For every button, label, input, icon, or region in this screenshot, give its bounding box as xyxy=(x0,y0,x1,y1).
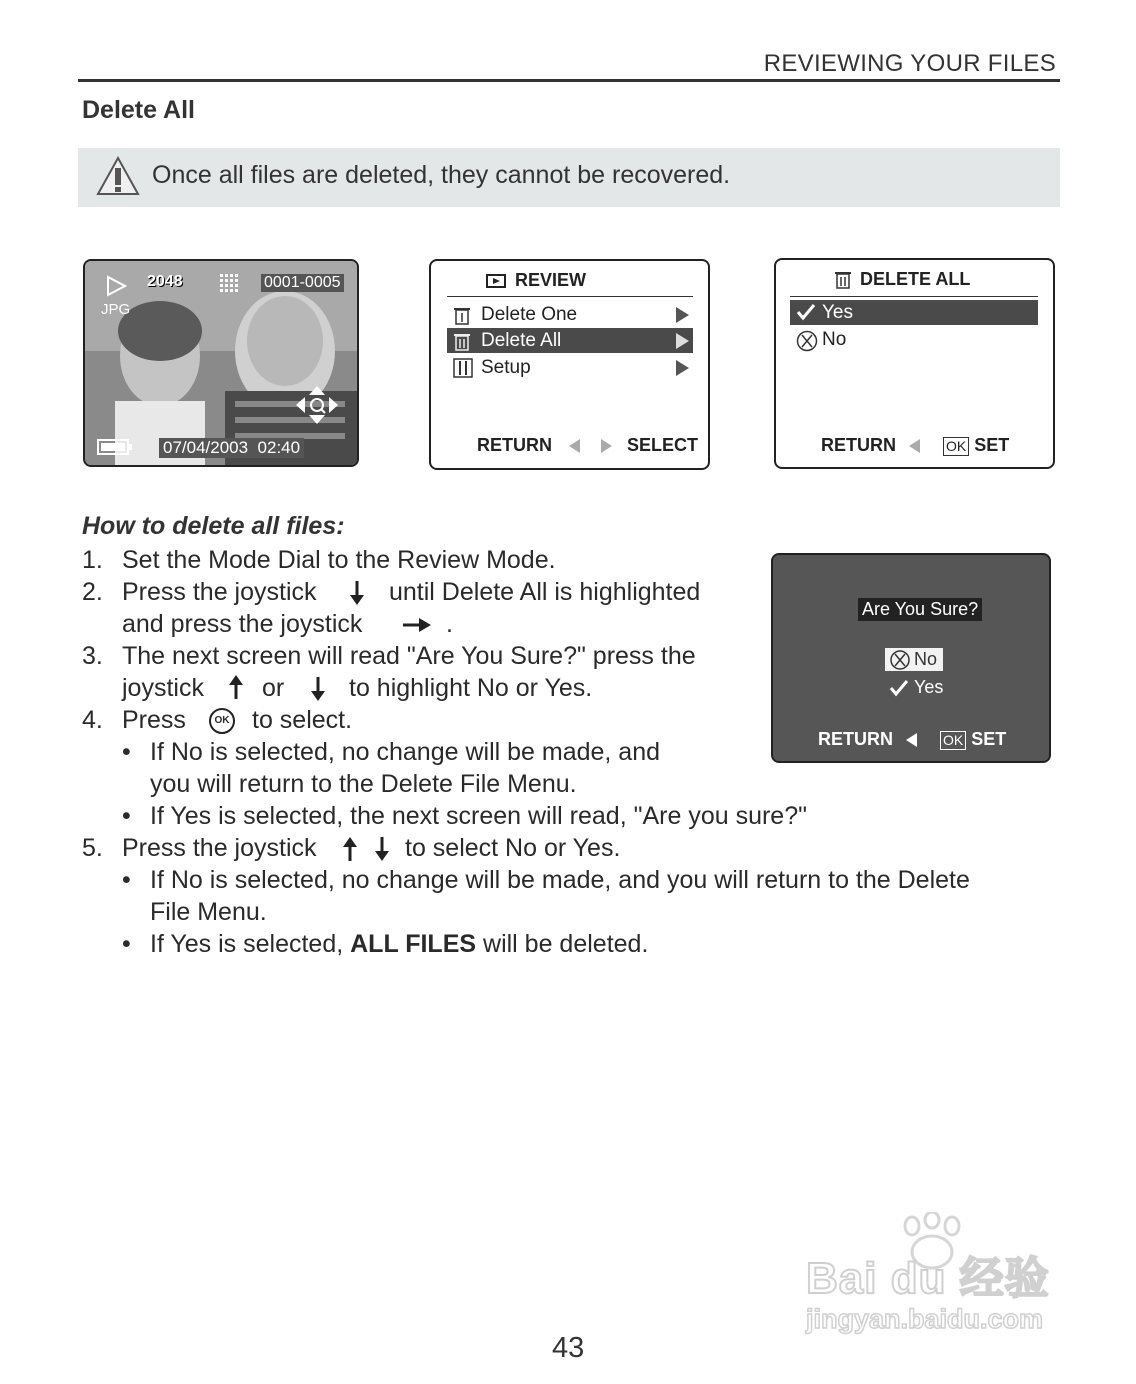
bullet: • xyxy=(122,866,131,894)
menu-item-delete-one[interactable] xyxy=(447,302,693,327)
steps-list xyxy=(82,544,1042,964)
select-label: SELECT xyxy=(627,435,699,455)
step-text xyxy=(150,928,648,960)
review-icon xyxy=(486,273,506,289)
delete-all-screen xyxy=(774,258,1055,469)
step-number: 4. xyxy=(82,706,103,734)
submenu-arrow-icon xyxy=(676,333,689,349)
step-text-part: will be deleted. xyxy=(476,930,649,958)
section-header: REVIEWING YOUR FILES xyxy=(763,50,1056,77)
left-arrow-icon xyxy=(569,439,580,453)
return-label: RETURN xyxy=(477,435,552,455)
step-text: If No is selected, no change will be made, and xyxy=(150,738,661,766)
review-menu-footer xyxy=(477,435,698,456)
ok-button-icon: OK xyxy=(209,708,235,734)
warning-icon xyxy=(96,155,140,197)
playback-screen xyxy=(83,259,359,467)
step-text: The next screen will read "Are You Sure?" press the xyxy=(122,642,696,670)
step-text: If No is selected, no change will be made, and you will return to the Delete xyxy=(150,866,970,894)
menu-item-delete-all[interactable] xyxy=(447,328,693,353)
bullet: • xyxy=(122,738,131,766)
step-text: until Delete All is highlighted xyxy=(389,578,701,606)
option-label: Yes xyxy=(914,677,944,697)
joystick-down-icon xyxy=(374,836,390,862)
step-text: joystick xyxy=(122,674,204,702)
step-number: 5. xyxy=(82,834,103,862)
step-text: and press the joystick xyxy=(122,610,363,638)
review-menu-divider xyxy=(447,296,693,297)
step-text: to highlight No or Yes. xyxy=(349,674,593,702)
resolution-label: 2048 xyxy=(147,273,183,290)
joystick-down-icon xyxy=(310,676,326,702)
warning-banner xyxy=(78,148,1060,207)
joystick-right-icon xyxy=(402,617,432,633)
checkmark-icon xyxy=(796,303,816,321)
confirm-prompt: Are You Sure? xyxy=(858,598,982,621)
menu-item-setup[interactable] xyxy=(447,355,693,380)
cancel-x-icon xyxy=(796,330,818,352)
battery-icon xyxy=(97,439,133,455)
return-label: RETURN xyxy=(818,729,893,749)
step-text-part: If Yes is selected, xyxy=(150,930,351,958)
step-text: to select. xyxy=(252,706,353,734)
return-label: RETURN xyxy=(821,435,896,455)
file-range-label: 0001-0005 xyxy=(261,274,344,292)
step-number: 3. xyxy=(82,642,103,670)
bullet: • xyxy=(122,930,131,958)
step-text: . xyxy=(446,610,453,638)
review-menu-title: REVIEW xyxy=(515,270,587,290)
step-text: Press the joystick xyxy=(122,834,317,862)
step-text: to select No or Yes. xyxy=(405,834,621,862)
trash-all-icon xyxy=(834,269,852,289)
datetime-label: 07/04/2003 02:40 xyxy=(159,438,304,458)
left-arrow-icon xyxy=(909,439,920,453)
step-text: or xyxy=(262,674,285,702)
option-label: No xyxy=(822,329,847,350)
page-number: 43 xyxy=(552,1332,585,1364)
set-label: SET xyxy=(971,729,1007,749)
watermark-brand: Bai du 经验 xyxy=(806,1254,1050,1303)
ok-button-icon: OK xyxy=(940,731,966,750)
format-label: JPG xyxy=(101,301,131,318)
menu-item-label: Setup xyxy=(481,357,531,378)
step-text: Press xyxy=(122,706,186,734)
step-text: Press the joystick xyxy=(122,578,317,606)
quality-grid-icon xyxy=(219,273,241,295)
option-no[interactable] xyxy=(790,327,1038,352)
submenu-arrow-icon xyxy=(676,307,689,323)
bullet: • xyxy=(122,802,131,830)
option-label: No xyxy=(914,649,938,669)
menu-item-label: Delete All xyxy=(481,330,562,351)
delete-all-title: DELETE ALL xyxy=(860,269,971,289)
delete-all-divider xyxy=(790,296,1038,297)
step-text: you will return to the Delete File Menu. xyxy=(150,770,577,798)
delete-all-footer xyxy=(821,435,1009,456)
zoom-joystick-icon xyxy=(295,385,339,425)
trash-single-icon xyxy=(453,305,471,325)
joystick-down-icon xyxy=(349,580,365,606)
ok-button-icon: OK xyxy=(943,437,969,456)
watermark-url: jingyan.baidu.com xyxy=(806,1304,1044,1334)
page-title: Delete All xyxy=(82,96,196,124)
step-text: Set the Mode Dial to the Review Mode. xyxy=(122,546,556,574)
joystick-up-icon xyxy=(228,674,244,700)
warning-text: Once all files are deleted, they cannot be recovered. xyxy=(152,161,731,189)
step-text: File Menu. xyxy=(150,898,267,926)
watermark xyxy=(806,1212,1068,1342)
right-arrow-icon xyxy=(601,439,612,453)
play-icon xyxy=(105,275,127,297)
step-number: 1. xyxy=(82,546,103,574)
menu-item-label: Delete One xyxy=(481,304,578,325)
howto-heading: How to delete all files: xyxy=(82,512,345,540)
option-label: Yes xyxy=(822,302,853,323)
trash-all-icon xyxy=(453,331,471,351)
set-label: SET xyxy=(974,435,1010,455)
option-yes[interactable] xyxy=(790,300,1038,325)
step-text: If Yes is selected, the next screen will read, "Are you sure?" xyxy=(150,802,807,830)
review-menu-screen xyxy=(429,259,710,470)
setup-tools-icon xyxy=(453,358,473,378)
step-number: 2. xyxy=(82,578,103,606)
step-text-emphasis: ALL FILES xyxy=(350,930,477,958)
header-rule xyxy=(78,79,1060,82)
joystick-up-icon xyxy=(342,836,358,862)
submenu-arrow-icon xyxy=(676,360,689,376)
